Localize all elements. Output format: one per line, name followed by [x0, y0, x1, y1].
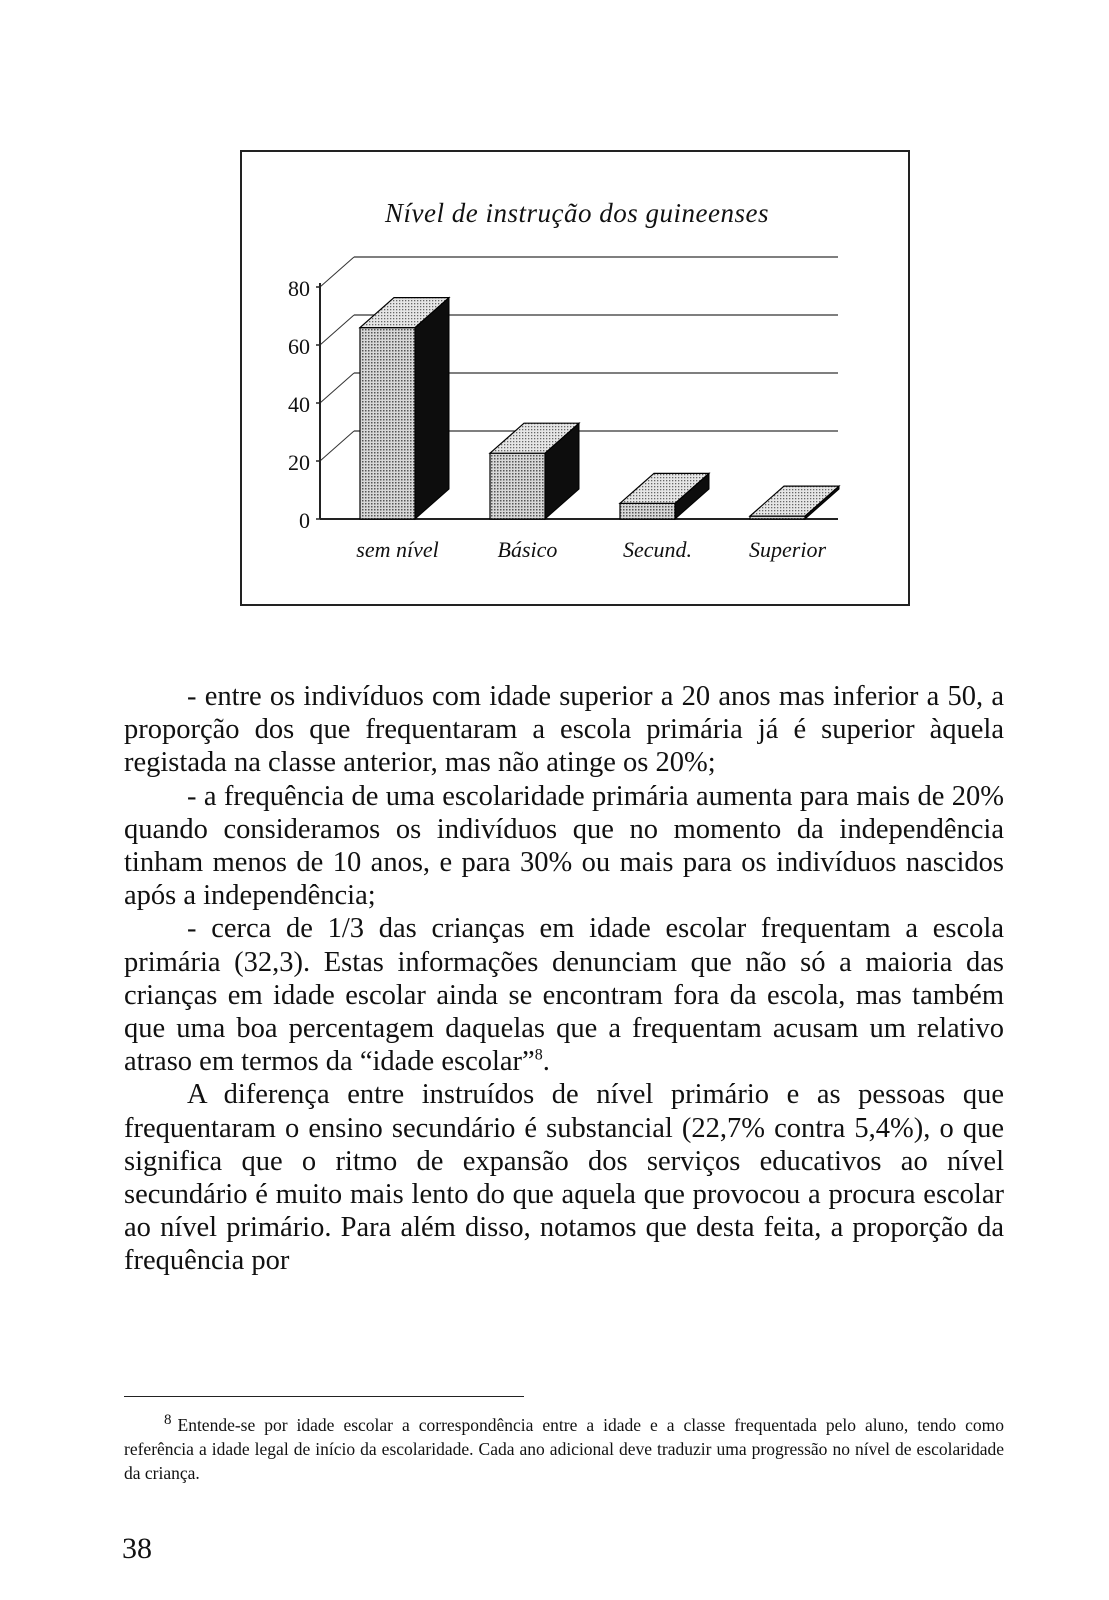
footnote-text: Entende-se por idade escolar a correspondência entre a idade e a classe frequentada pelo aluno, tendo como referência a idade legal de início da escolaridade. Cada ano adicional deve traduzir uma progressão no nível de escolaridade da criança.	[124, 1414, 1004, 1483]
paragraph-4: A diferença entre instruídos de nível primário e as pessoas que frequentaram o ensino secundário é substancial (22,7% contra 5,4%), o que significa que o ritmo de expansão dos serviços educativos ao nível secundário é muito mais lento do que aquela que provocou a procura escolar ao nível primário. Para além disso, notamos que desta feita, a proporção da frequência por	[124, 1079, 1004, 1277]
bar-1	[490, 423, 579, 519]
gridline-depth	[320, 257, 354, 287]
y-tick-label: 0	[299, 508, 310, 533]
paragraph-1: - entre os indivíduos com idade superior a 20 anos mas inferior a 50, a proporção dos que frequentaram a escola primária já é superior àquela registada na classe anterior, mas não atinge os 20%;	[124, 681, 1004, 779]
x-tick-label: Secund.	[622, 537, 693, 562]
bar-2	[620, 473, 709, 519]
bar-front	[360, 328, 415, 519]
bar-side	[415, 298, 449, 519]
chart-title: Nível de instrução dos guineenses	[385, 198, 769, 228]
paragraph-2: - a frequência de uma escolaridade primária aumenta para mais de 20% quando consideramos os indivíduos que no momento da independência tinham menos de 10 anos, e para 30% ou mais para os indivíduos nascidos após a independência;	[124, 780, 1004, 912]
footnote-number: 8	[164, 1412, 172, 1428]
y-tick-label: 60	[288, 334, 310, 359]
paragraph-3	[124, 912, 1004, 1078]
bar-front	[620, 503, 675, 519]
bar-0	[360, 298, 449, 519]
paragraph-3-tail: .	[542, 1046, 550, 1078]
gridline-depth	[320, 373, 354, 403]
paragraph-3-text: - cerca de 1/3 das crianças em idade escolar frequentam a escola primária (32,3). Estas informações denunciam que não só a maioria das crianças em idade escolar ainda se encontram fora da escola, mas também que uma boa percentagem daquelas que a frequentam acusam um relativo atraso em termos da “idade escolar”	[124, 913, 1004, 1078]
bar-3	[750, 486, 839, 519]
gridline-depth	[320, 315, 354, 345]
page-number: 38	[122, 1532, 152, 1565]
bar-chart	[242, 152, 908, 604]
footnote-ref: 8	[534, 1046, 543, 1064]
y-tick-label: 20	[288, 450, 310, 475]
x-tick-label: Básico	[497, 537, 558, 562]
chart-frame	[240, 150, 910, 606]
x-tick-label: sem nível	[356, 537, 439, 562]
footnote-divider	[124, 1396, 524, 1397]
footnote	[124, 1408, 1004, 1485]
x-tick-label: Superior	[749, 537, 826, 562]
gridline-depth	[320, 431, 354, 461]
bar-front	[490, 453, 545, 519]
body-text	[124, 680, 1004, 1278]
y-tick-label: 40	[288, 392, 310, 417]
y-tick-label: 80	[288, 276, 310, 301]
